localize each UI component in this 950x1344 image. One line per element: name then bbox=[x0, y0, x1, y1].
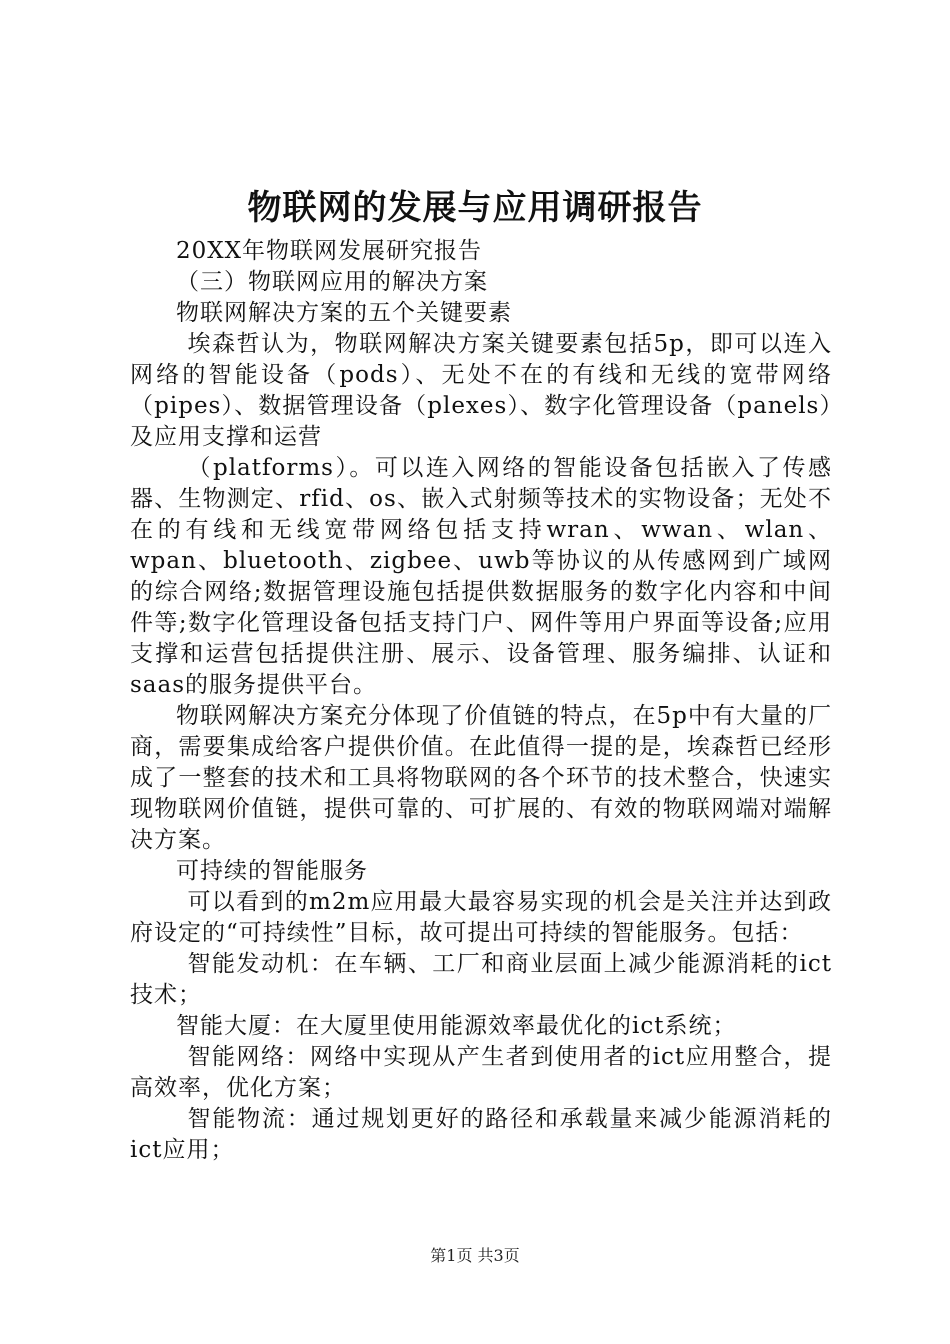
paragraph-value-chain: 物联网解决方案充分体现了价值链的特点，在5p中有大量的厂商，需要集成给客户提供价值。在此值得一提的是，埃森哲已经形成了一整套的技术和工具将物联网的各个环节的技术整合，快速实现物联网价值链，提供可靠的、可扩展的、有效的物联网端对端解决方案。 bbox=[130, 703, 832, 853]
subsection-heading-sustainable: 可持续的智能服务 bbox=[176, 858, 368, 884]
subsection-heading: 物联网解决方案的五个关键要素 bbox=[176, 300, 512, 326]
paragraph-5p-details: （platforms）。可以连入网络的智能设备包括嵌入了传感器、生物测定、rfid、os、嵌入式射频等技术的实物设备；无处不在的有线和无线宽带网络包括支持wran、wwan、wlan、wpan、bluetooth、zigbee、uwb等协议的从传感网到广域网的综合网络;数据管理设施包括提供数据服务的数字化内容和中间件等;数字化管理设备包括支持门户、网件等用户界面等设备;应用支撑和运营包括提供注册、展示、设备管理、服务编排、认证和saas的服务提供平台。 bbox=[130, 455, 832, 698]
section-heading: （三）物联网应用的解决方案 bbox=[176, 269, 488, 295]
list-item-smart-logistics: 智能物流：通过规划更好的路径和承载量来减少能源消耗的ict应用； bbox=[130, 1106, 832, 1163]
report-subtitle: 20XX年物联网发展研究报告 bbox=[176, 238, 483, 264]
document-body bbox=[130, 236, 832, 1166]
list-item-smart-grid: 智能网络：网络中实现从产生者到使用者的ict应用整合，提高效率，优化方案； bbox=[130, 1044, 832, 1101]
document-title: 物联网的发展与应用调研报告 bbox=[247, 188, 703, 228]
paragraph-5p-intro: 埃森哲认为，物联网解决方案关键要素包括5p，即可以连入网络的智能设备（pods）、无处不在的有线和无线的宽带网络（pipes）、数据管理设备（plexes）、数字化管理设备（panels）及应用支撑和运营 bbox=[130, 331, 832, 450]
list-item-smart-engine: 智能发动机：在车辆、工厂和商业层面上减少能源消耗的ict技术； bbox=[130, 951, 832, 1008]
paragraph-m2m: 可以看到的m2m应用最大最容易实现的机会是关注并达到政府设定的“可持续性”目标，故可提出可持续的智能服务。包括： bbox=[130, 889, 832, 946]
page-number-footer: 第1页 共3页 bbox=[430, 1246, 520, 1265]
list-item-smart-building: 智能大厦：在大厦里使用能源效率最优化的ict系统； bbox=[176, 1013, 737, 1039]
